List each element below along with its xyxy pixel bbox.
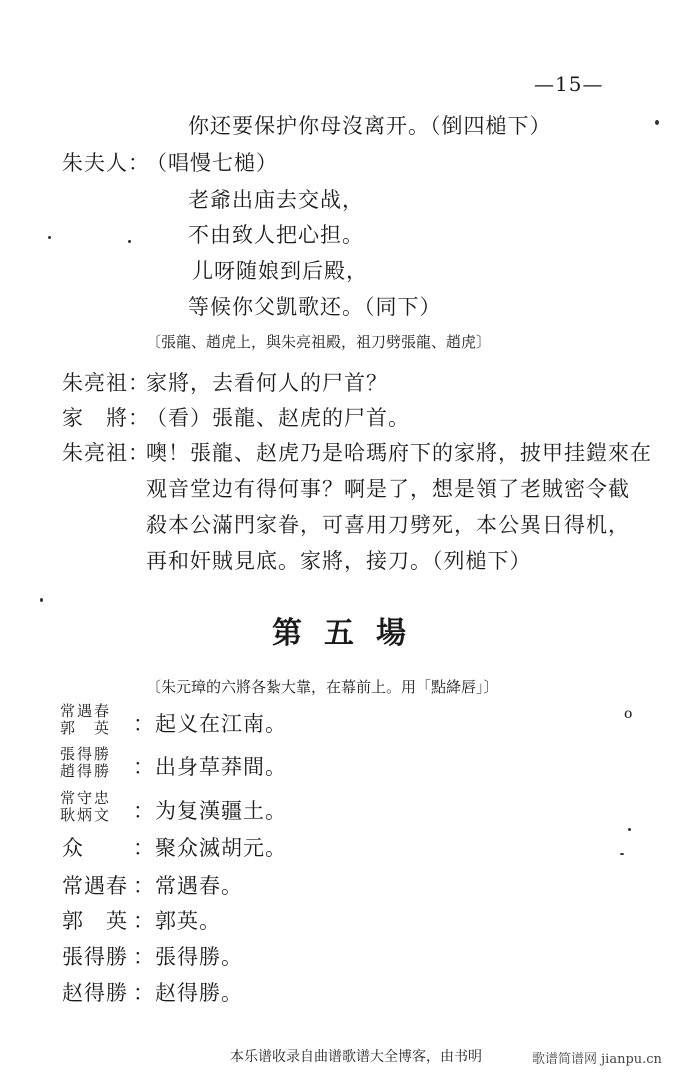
speaker-label: 家 將： [62, 406, 150, 430]
dialogue-line: （看）張龍、赵虎的尸首。 [146, 406, 410, 430]
scan-speck [655, 120, 659, 125]
dialogue-line: ：为复漢疆土。 [133, 799, 287, 823]
scan-speck [40, 598, 43, 602]
lyric-line: 老爺出庙去交战， [188, 188, 364, 212]
text-line: 你还要保护你母沒离开。（倒四槌下） [188, 114, 552, 138]
page-number: —15— [534, 72, 604, 96]
lyric-line: 等候你父凱歌还。（同下） [188, 295, 442, 319]
scan-speck [620, 853, 624, 855]
stage-direction: 〔朱元璋的六將各紮大靠，在幕前上。用「點絳唇」〕 [146, 678, 499, 696]
speaker-name: 趙得勝 [60, 762, 112, 780]
scan-speck [128, 240, 131, 243]
dialogue-line: ：起义在江南。 [133, 712, 287, 736]
dialogue-line: 再和奸賊見底。家將，接刀。（列槌下） [146, 549, 532, 573]
watermark: 歌谱简谱网 jianpu.cn [532, 1052, 662, 1067]
speaker-label: 常遇春 [62, 874, 128, 898]
speaker-label: 朱亮祖： [62, 371, 150, 395]
dialogue-line: ：常遇春。 [133, 874, 243, 898]
footer-note: 本乐谱收录自曲谱歌谱大全博客，由书明 [230, 1049, 482, 1065]
speaker-label: 赵得勝 [62, 981, 128, 1005]
speaker-name: 常守忠 [60, 789, 112, 807]
scene-title: 第五場 [272, 616, 428, 651]
dialogue-line: 家將，去看何人的尸首？ [146, 371, 388, 395]
speaker-pair [60, 703, 111, 737]
speaker-name: 耿炳文 [60, 806, 112, 824]
speaker-label: 張得勝 [62, 945, 128, 969]
speaker-pair [60, 746, 111, 780]
scan-speck [628, 828, 631, 831]
speaker-name: 郭 英 [60, 719, 112, 737]
dialogue-line: ：郭英。 [133, 909, 221, 933]
dialogue-line: 噢！張龍、赵虎乃是哈瑪府下的家將，披甲挂鎧來在 [146, 441, 652, 465]
speaker-name: 常遇春 [60, 702, 112, 720]
speaker-name: 張得勝 [60, 745, 112, 763]
scan-speck [48, 236, 51, 239]
lyric-line: 儿呀随娘到后殿， [192, 259, 368, 283]
speaker-label: 朱夫人： [62, 151, 150, 175]
speaker-label: 众 [62, 836, 84, 860]
stage-direction: 〔張龍、趙虎上，與朱亮祖殿，祖刀劈張龍、趙虎〕 [146, 333, 492, 351]
speaker-label: 郭 英 [62, 909, 128, 933]
speaker-label: 朱亮祖： [62, 441, 150, 465]
dialogue-line: 殺本公滿門家眷，可喜用刀劈死，本公異日得机， [146, 513, 630, 537]
dialogue-line: 观音堂边有得何事？啊是了，想是領了老賊密令截 [146, 477, 630, 501]
stage-direction: （唱慢七槌） [146, 151, 278, 175]
speaker-pair [60, 790, 111, 824]
lyric-line: 不由致人把心担。 [188, 223, 364, 247]
dialogue-line: ：出身草莽間。 [133, 755, 287, 779]
dialogue-line: ：張得勝。 [133, 945, 243, 969]
dialogue-line: ：赵得勝。 [133, 981, 243, 1005]
dialogue-line: ：聚众滅胡元。 [133, 836, 287, 860]
scan-speck: o [624, 706, 633, 722]
